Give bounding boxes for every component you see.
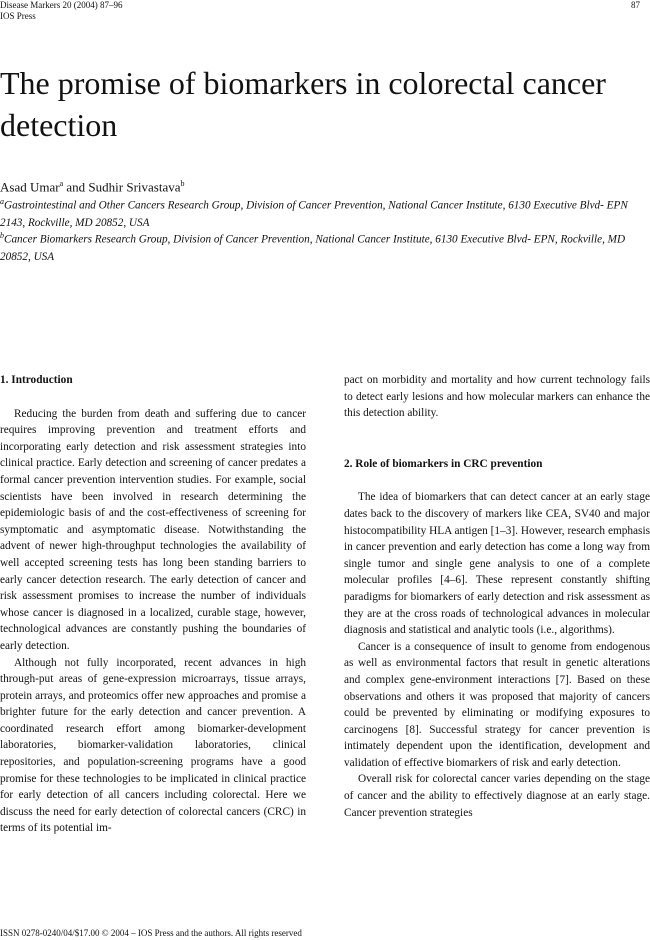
- author-name: Sudhir Srivastava: [88, 179, 181, 195]
- body-paragraph: Cancer is a consequence of insult to genome from endogenous as well as environmental factors that result in genetic alterations and complex gene-environment interactions [7]. Based on these observations and others it was proposed that majority of cancers could be prevented by eliminating or modifying exposures to carcinogens [8]. Successful strategy for cancer prevention is intimately dependent upon the identification, development and validation of effective biomarkers of risk and early detection.: [344, 640, 650, 769]
- copyright-notice: © 2004 – IOS Press and the authors. All rights reserved: [101, 928, 302, 938]
- author-affiliation-mark: b: [180, 179, 185, 188]
- affiliation-text: Gastrointestinal and Other Cancers Research Group, Division of Cancer Prevention, National Cancer Institute, 6130 Executive Blvd- EPN 2143, Rockville, MD 20852, USA: [0, 199, 628, 229]
- author-name: Asad Umar: [0, 179, 60, 195]
- section-heading-role-of-biomarkers: 2. Role of biomarkers in CRC prevention: [344, 457, 543, 470]
- body-paragraph: Reducing the burden from death and suffering due to cancer requires improving prevention and treatment efforts and incorporating early detection and risk assessment strategies into clinical practice. Early detection and screening of cancer predates a formal cancer prevention intervention studies. For example, social scientists have been involved in research determining the epidemiologic basis of and the cost-effectiveness of screening for symptomatic and asymptomatic disease. Notwithstanding the advent of newer high-throughput technologies the availability of well accepted screening tests has long been standing barriers to early cancer detection research. The early detection of cancer and risk assessment promises to increase the number of individuals whose cancer is diagnosed in a localized, curable stage, however, technological advances are constantly pushing the boundaries of early detection.: [0, 407, 306, 652]
- author-affiliation-mark: a: [59, 179, 64, 188]
- body-paragraph: The idea of biomarkers that can detect cancer at an early stage dates back to the discovery of markers like CEA, SV40 and major histocompatibility HLA antigen [1–3]. However, research emphasis in cancer prevention and early detection has come a long way from single tumor and single gene analysis to one of a complete molecular profiles [4–6]. These represent constantly shifting paradigms for biomarkers of early detection and risk assessment as they are at the cross roads of technological advances in molecular diagnosis and statistical and analytic tools (i.e., algorithms).: [344, 491, 650, 637]
- publisher-name: IOS Press: [0, 11, 36, 21]
- section-heading-introduction: 1. Introduction: [0, 374, 73, 386]
- article-title: The promise of biomarkers in colorectal cancer detection: [0, 65, 606, 143]
- running-header: [0, 0, 122, 22]
- affiliation-a: [0, 193, 640, 232]
- issn-code: ISSN 0278-0240/04/$17.00: [0, 928, 100, 938]
- body-paragraph: Although not fully incorporated, recent advances in high through-put areas of gene-expression microarrays, tissue arrays, protein arrays, and proteomics offer new approaches and promise a brighter future for the early detection and cancer prevention. A coordinated research effort among biomarker-development laboratories, biomarker-validation laboratories, clinical repositories, and population-screening programs have a good promise for these technologies to be implicated in clinical practice for early detection of all cancers including colorectal. Here we discuss the need for early detection of colorectal cancers (CRC) in terms of its potential im-: [0, 656, 306, 835]
- affiliation-label: b: [0, 231, 4, 240]
- affiliation-label: a: [0, 197, 4, 206]
- right-column: [344, 372, 650, 821]
- affiliation-b: [0, 227, 640, 266]
- page-number: 87: [631, 0, 640, 10]
- body-paragraph-continued: pact on morbidity and mortality and how current technology fails to detect early lesions and how molecular markers can enhance the this detection ability.: [344, 374, 650, 420]
- affiliation-text: Cancer Biomarkers Research Group, Division of Cancer Prevention, National Cancer Institute, 6130 Executive Blvd- EPN, Rockville, MD 20852, USA: [0, 233, 626, 263]
- author-joiner: and: [63, 179, 89, 195]
- body-paragraph: Overall risk for colorectal cancer varies depending on the stage of cancer and the ability to effectively diagnose at an early stage. Cancer prevention strategies: [344, 773, 650, 819]
- journal-citation: Disease Markers 20 (2004) 87–96: [0, 0, 123, 10]
- left-column: [0, 372, 306, 837]
- copyright-footer: [0, 928, 302, 939]
